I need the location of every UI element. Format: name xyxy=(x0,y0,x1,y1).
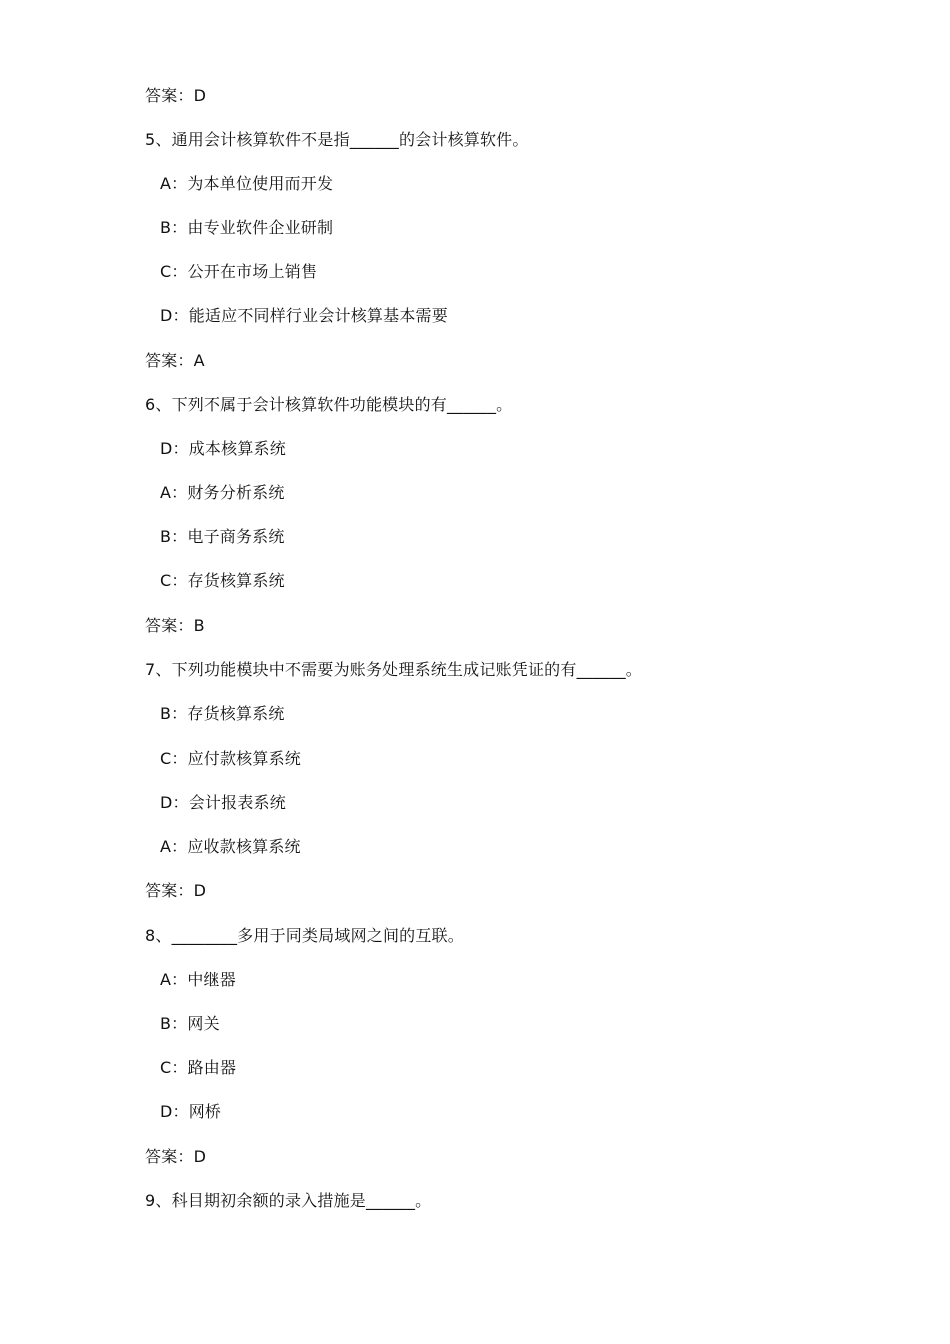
option-line: A：应收款核算系统 xyxy=(160,837,301,856)
question-6: 6、下列不属于会计核算软件功能模块的有______。 xyxy=(145,395,513,414)
question-5: 5、通用会计核算软件不是指______的会计核算软件。 xyxy=(145,130,529,149)
question-7: 7、下列功能模块中不需要为账务处理系统生成记账凭证的有______。 xyxy=(145,660,642,679)
option-line: C：存货核算系统 xyxy=(160,571,285,590)
option-line: B：存货核算系统 xyxy=(160,704,285,723)
option-line: D：网桥 xyxy=(160,1102,222,1121)
answer-line: 答案：D xyxy=(145,86,207,105)
option-line: C：公开在市场上销售 xyxy=(160,262,318,281)
answer-line: 答案：D xyxy=(145,1147,207,1166)
option-line: B：网关 xyxy=(160,1014,220,1033)
answer-line: 答案：A xyxy=(145,351,205,370)
option-line: B：电子商务系统 xyxy=(160,527,285,546)
option-line: C：应付款核算系统 xyxy=(160,749,301,768)
answer-line: 答案：D xyxy=(145,881,207,900)
option-line: C：路由器 xyxy=(160,1058,237,1077)
option-line: D：成本核算系统 xyxy=(160,439,286,458)
answer-line: 答案：B xyxy=(145,616,205,635)
option-line: D：能适应不同样行业会计核算基本需要 xyxy=(160,306,448,325)
option-line: A：财务分析系统 xyxy=(160,483,285,502)
option-line: A：中继器 xyxy=(160,970,236,989)
option-line: D：会计报表系统 xyxy=(160,793,286,812)
option-line: A：为本单位使用而开发 xyxy=(160,174,334,193)
question-9: 9、科目期初余额的录入措施是______。 xyxy=(145,1191,432,1210)
question-8: 8、________多用于同类局域网之间的互联。 xyxy=(145,926,464,945)
option-line: B：由专业软件企业研制 xyxy=(160,218,334,237)
